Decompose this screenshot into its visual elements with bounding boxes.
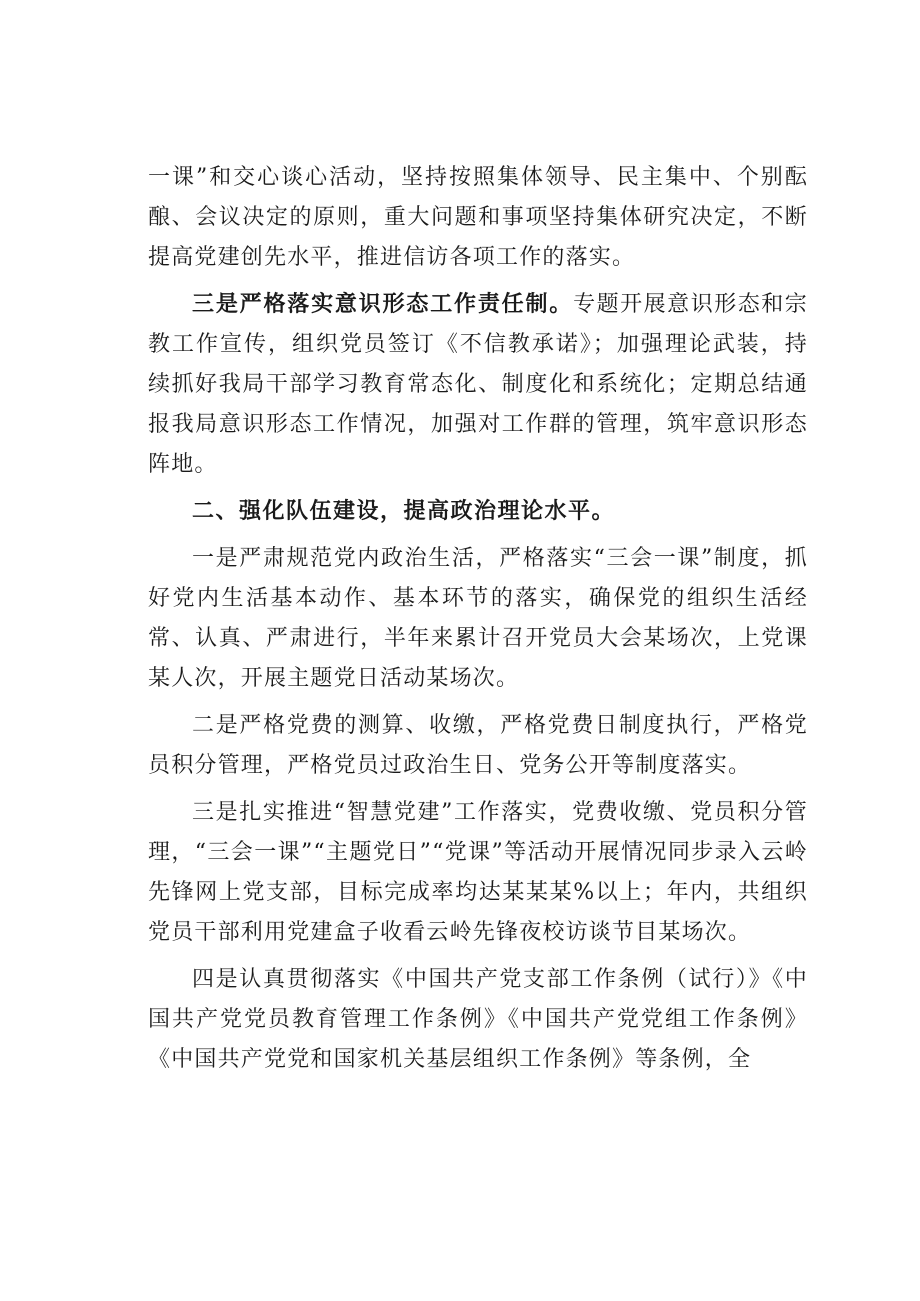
paragraph-text: 二是严格党费的测算、收缴，严格党费日制度执行，严格党员积分管理，严格党员过政治生日、党务公开等制度落实。 [148,713,808,778]
paragraph-ideology-responsibility [148,285,808,485]
paragraph-regulations [148,960,808,1080]
document-body [148,158,808,1087]
paragraph-text: 四是认真贯彻落实《中国共产党支部工作条例（试行）》《中国共产党党员教育管理工作条例》《中国共产党党组工作条例》《中国共产党党和国家机关基层组织工作条例》等条例，全 [148,967,808,1072]
section-heading: 二、强化队伍建设，提高政治理论水平。 [192,499,616,524]
paragraph-continued [148,158,808,278]
paragraph-lead: 三是严格落实意识形态工作责任制。 [192,292,574,317]
paragraph-text: 专题开展意识形态和宗教工作宣传，组织党员签订《不信教承诺》；加强理论武装，持续抓好我局干部学习教育常态化、制度化和系统化；定期总结通报我局意识形态工作情况，加强对工作群的管理，筑牢意识形态阵地。 [148,292,808,477]
paragraph-party-fees [148,706,808,786]
paragraph-smart-party [148,793,808,953]
paragraph-text: 一课”和交心谈心活动，坚持按照集体领导、民主集中、个别酝酿、会议决定的原则，重大问题和事项坚持集体研究决定，不断提高党建创先水平，推进信访各项工作的落实。 [148,165,808,270]
paragraph-text: 一是严肃规范党内政治生活，严格落实“三会一课”制度，抓好党内生活基本动作、基本环节的落实，确保党的组织生活经常、认真、严肃进行，半年来累计召开党员大会某场次，上党课某人次，开展主题党日活动某场次。 [148,546,808,691]
paragraph-party-life [148,539,808,699]
paragraph-text: 三是扎实推进“智慧党建”工作落实，党费收缴、党员积分管理，“三会一课”“主题党日”“党课”等活动开展情况同步录入云岭先锋网上党支部，目标完成率均达某某某%以上；年内，共组织党员干部利用党建盒子收看云岭先锋夜校访谈节目某场次。 [148,800,808,945]
